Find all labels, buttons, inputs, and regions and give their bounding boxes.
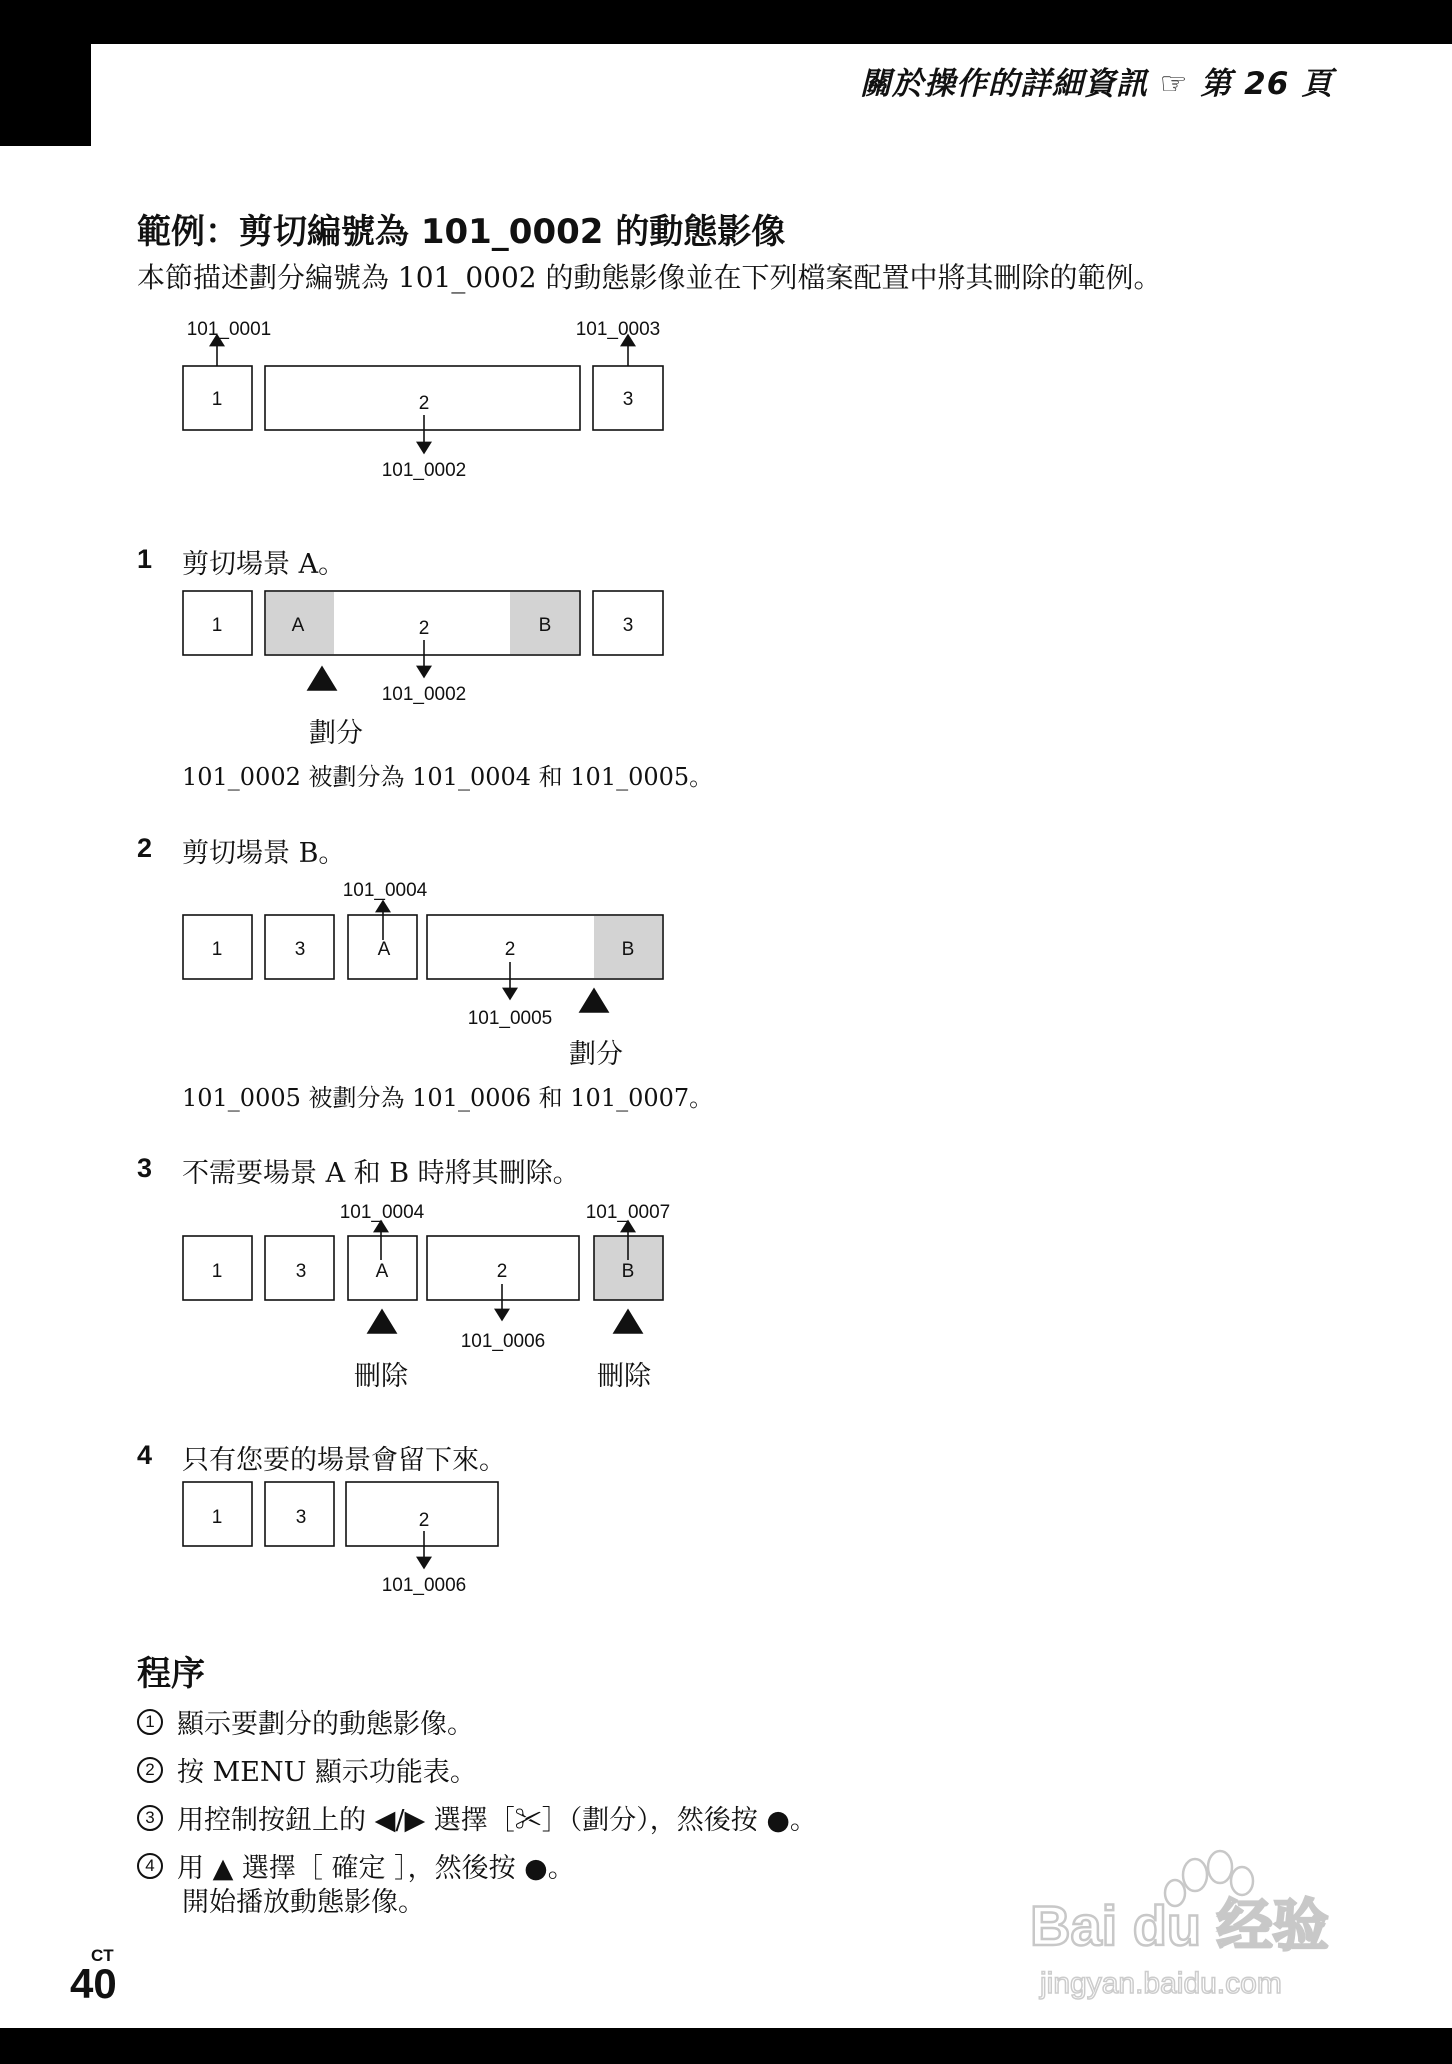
file-label: 101_0005 (467, 1008, 553, 1029)
box-label-3: 3 (295, 1507, 307, 1528)
box-label-1: 1 (211, 389, 223, 410)
file-label: 101_0002 (381, 460, 467, 481)
box-label-b: B (621, 939, 635, 960)
file-label: 101_0003 (575, 319, 661, 340)
box-label-2: 2 (496, 1261, 508, 1282)
diagram-step1 (183, 591, 663, 690)
step-text: 剪切場景 B。 (182, 838, 346, 869)
paw-toe (1231, 1867, 1253, 1895)
cut-marker-triangle (308, 667, 336, 690)
box-label-a: A (375, 1261, 389, 1282)
box-label-3: 3 (622, 389, 634, 410)
box-label-a: A (291, 615, 305, 636)
header-reference: 關於操作的詳細資訊 ☞ 第 26 頁 (860, 66, 1334, 102)
box-label-1: 1 (211, 1261, 223, 1282)
file-label: 101_0004 (339, 1202, 425, 1223)
file-label: 101_0002 (381, 684, 467, 705)
box-label-2: 2 (418, 393, 430, 414)
procedure-text: 用控制按鈕上的 ◀/▶ 選擇［✂］（劃分），然後按 ●。 (177, 1805, 817, 1836)
page-language-code: CT (91, 1946, 114, 1965)
file-label: 101_0006 (381, 1575, 467, 1596)
file-label: 101_0004 (342, 880, 428, 901)
delete-label: 刪除 (597, 1361, 651, 1392)
cut-marker-triangle (580, 989, 608, 1012)
box-label-1: 1 (211, 615, 223, 636)
delete-marker-triangle (614, 1310, 642, 1333)
box-label-3: 3 (622, 615, 634, 636)
diagram-step2 (183, 906, 663, 1012)
step-circle: 2 (137, 1757, 163, 1783)
step-text: 只有您要的場景會留下來。 (182, 1445, 506, 1476)
step-circle: 4 (137, 1853, 163, 1879)
section-intro: 本節描述劃分編號為 101_0002 的動態影像並在下列檔案配置中將其刪除的範例。 (137, 261, 1162, 294)
file-label: 101_0006 (460, 1331, 546, 1352)
box-label-b: B (538, 615, 552, 636)
box-label-3: 3 (295, 1261, 307, 1282)
box-label-3: 3 (294, 939, 306, 960)
step-circle: 3 (137, 1805, 163, 1831)
section-title: 範例：剪切編號為 101_0002 的動態影像 (137, 212, 786, 252)
watermark-url: jingyan.baidu.com (1040, 1967, 1282, 2000)
cut-label: 劃分 (569, 1039, 623, 1070)
procedure-title: 程序 (137, 1654, 205, 1694)
box-label-1: 1 (211, 939, 223, 960)
procedure-subtext: 開始播放動態影像。 (182, 1887, 425, 1918)
procedure-text: 顯示要劃分的動態影像。 (177, 1709, 474, 1740)
paw-toe (1183, 1859, 1207, 1891)
box-label-a: A (377, 939, 391, 960)
step-text: 不需要場景 A 和 B 時將其刪除。 (182, 1158, 580, 1189)
box-label-2: 2 (504, 939, 516, 960)
paw-toe (1208, 1851, 1232, 1883)
box-label-b: B (621, 1261, 635, 1282)
baidu-watermark (1030, 1845, 1370, 2005)
box-label-2: 2 (418, 1510, 430, 1531)
step-circle: 1 (137, 1709, 163, 1735)
box-label-2: 2 (418, 618, 430, 639)
diagram-step4 (183, 1482, 498, 1563)
procedure-text: 用 ▲ 選擇［ 確定 ］，然後按 ●。 (177, 1853, 575, 1884)
step-number: 3 (137, 1153, 153, 1183)
step-number: 1 (137, 544, 153, 574)
file-label: 101_0007 (585, 1202, 671, 1223)
box-label-1: 1 (211, 1507, 223, 1528)
step-text: 剪切場景 A。 (182, 549, 346, 580)
step-note: 101_0005 被劃分為 101_0006 和 101_0007。 (182, 1084, 714, 1112)
procedure-text: 按 MENU 顯示功能表。 (177, 1757, 477, 1788)
delete-label: 刪除 (354, 1361, 408, 1392)
procedure-item (137, 1702, 474, 1741)
delete-marker-triangle (368, 1310, 396, 1333)
file-label: 101_0001 (186, 319, 272, 340)
diagram-step3 (183, 1226, 663, 1333)
step-note: 101_0002 被劃分為 101_0004 和 101_0005。 (182, 763, 714, 791)
watermark-text: Bai du 经验 (1030, 1894, 1329, 1957)
step-number: 4 (137, 1440, 153, 1470)
procedure-item (137, 1798, 817, 1837)
cut-label: 劃分 (309, 718, 363, 749)
step-number: 2 (137, 833, 153, 863)
page-number: 40 (70, 1960, 117, 2007)
procedure-item (137, 1750, 477, 1789)
